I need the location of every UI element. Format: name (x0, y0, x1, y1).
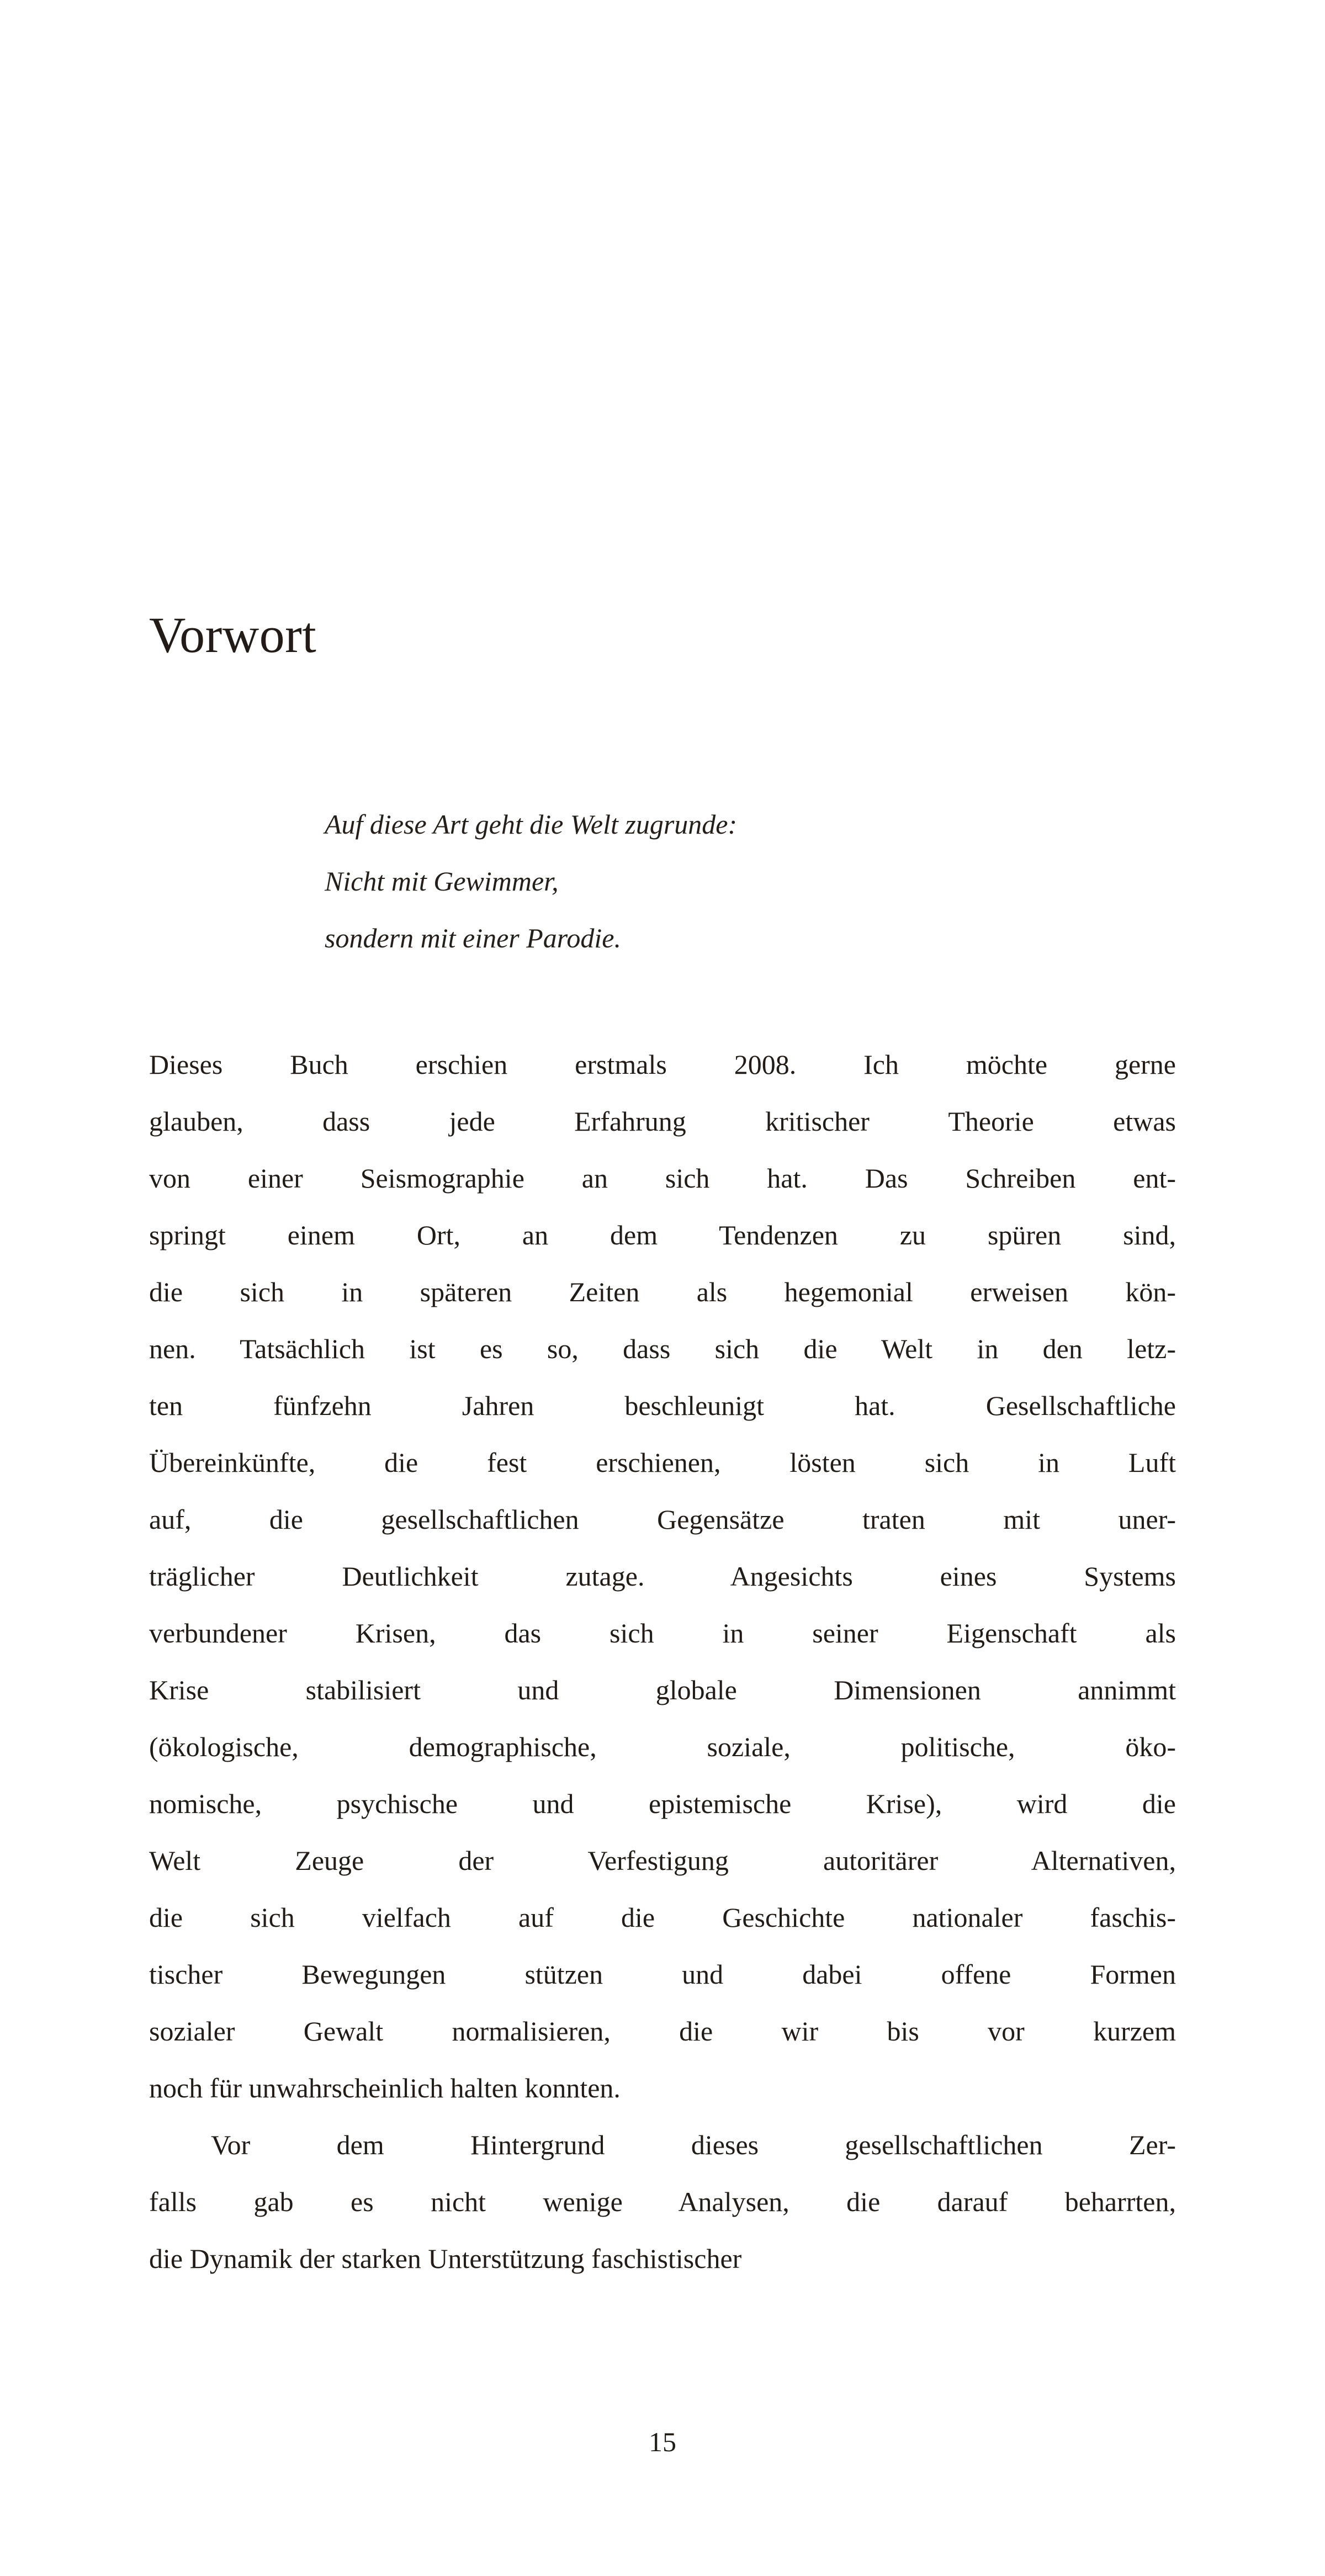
text-line: die sich vielfach auf die Geschichte nationaler faschis- (149, 1902, 1176, 1933)
text-line: die sich in späteren Zeiten als hegemonial erweisen kön- (149, 1276, 1176, 1307)
text-line: ten fünfzehn Jahren beschleunigt hat. Gesellschaftliche (149, 1390, 1176, 1421)
text-line: nen. Tatsächlich ist es so, dass sich die Welt in den letz- (149, 1333, 1176, 1364)
text-line: tischer Bewegungen stützen und dabei offene Formen (149, 1959, 1176, 1990)
text-line: noch für unwahrscheinlich halten konnten. (149, 2073, 621, 2103)
text-line: Dieses Buch erschien erstmals 2008. Ich möchte gerne (149, 1049, 1176, 1080)
text-line: von einer Seismographie an sich hat. Das Schreiben ent- (149, 1163, 1176, 1194)
text-line: Krise stabilisiert und globale Dimensionen annimmt (149, 1674, 1176, 1705)
text-line: nomische, psychische und epistemische Krise), wird die (149, 1788, 1176, 1819)
text-line: springt einem Ort, an dem Tendenzen zu spüren sind, (149, 1220, 1176, 1250)
text-line: sozialer Gewalt normalisieren, die wir bis vor kurzem (149, 2016, 1176, 2047)
body-text (149, 1036, 1176, 2287)
text-line: Welt Zeuge der Verfestigung autoritärer Alternativen, (149, 1845, 1176, 1876)
epigraph-line: sondern mit einer Parodie. (325, 923, 621, 953)
text-line: glauben, dass jede Erfahrung kritischer Theorie etwas (149, 1106, 1176, 1137)
epigraph (325, 796, 1098, 967)
text-line: falls gab es nicht wenige Analysen, die darauf beharrten, (149, 2186, 1176, 2217)
epigraph-line: Nicht mit Gewimmer, (325, 866, 559, 897)
text-line: verbundener Krisen, das sich in seiner Eigenschaft als (149, 1618, 1176, 1649)
page-number: 15 (649, 2426, 676, 2457)
text-line: Vor dem Hintergrund dieses gesellschaftlichen Zer- (211, 2129, 1176, 2160)
text-line: Übereinkünfte, die fest erschienen, lösten sich in Luft (149, 1447, 1176, 1478)
text-line: (ökologische, demographische, soziale, politische, öko- (149, 1731, 1176, 1762)
text-line: auf, die gesellschaftlichen Gegensätze traten mit uner- (149, 1504, 1176, 1535)
text-line: die Dynamik der starken Unterstützung faschistischer (149, 2243, 742, 2274)
chapter-heading: Vorwort (149, 607, 317, 663)
text-line: träglicher Deutlichkeit zutage. Angesichts eines Systems (149, 1561, 1176, 1592)
epigraph-line: Auf diese Art geht die Welt zugrunde: (325, 809, 738, 840)
